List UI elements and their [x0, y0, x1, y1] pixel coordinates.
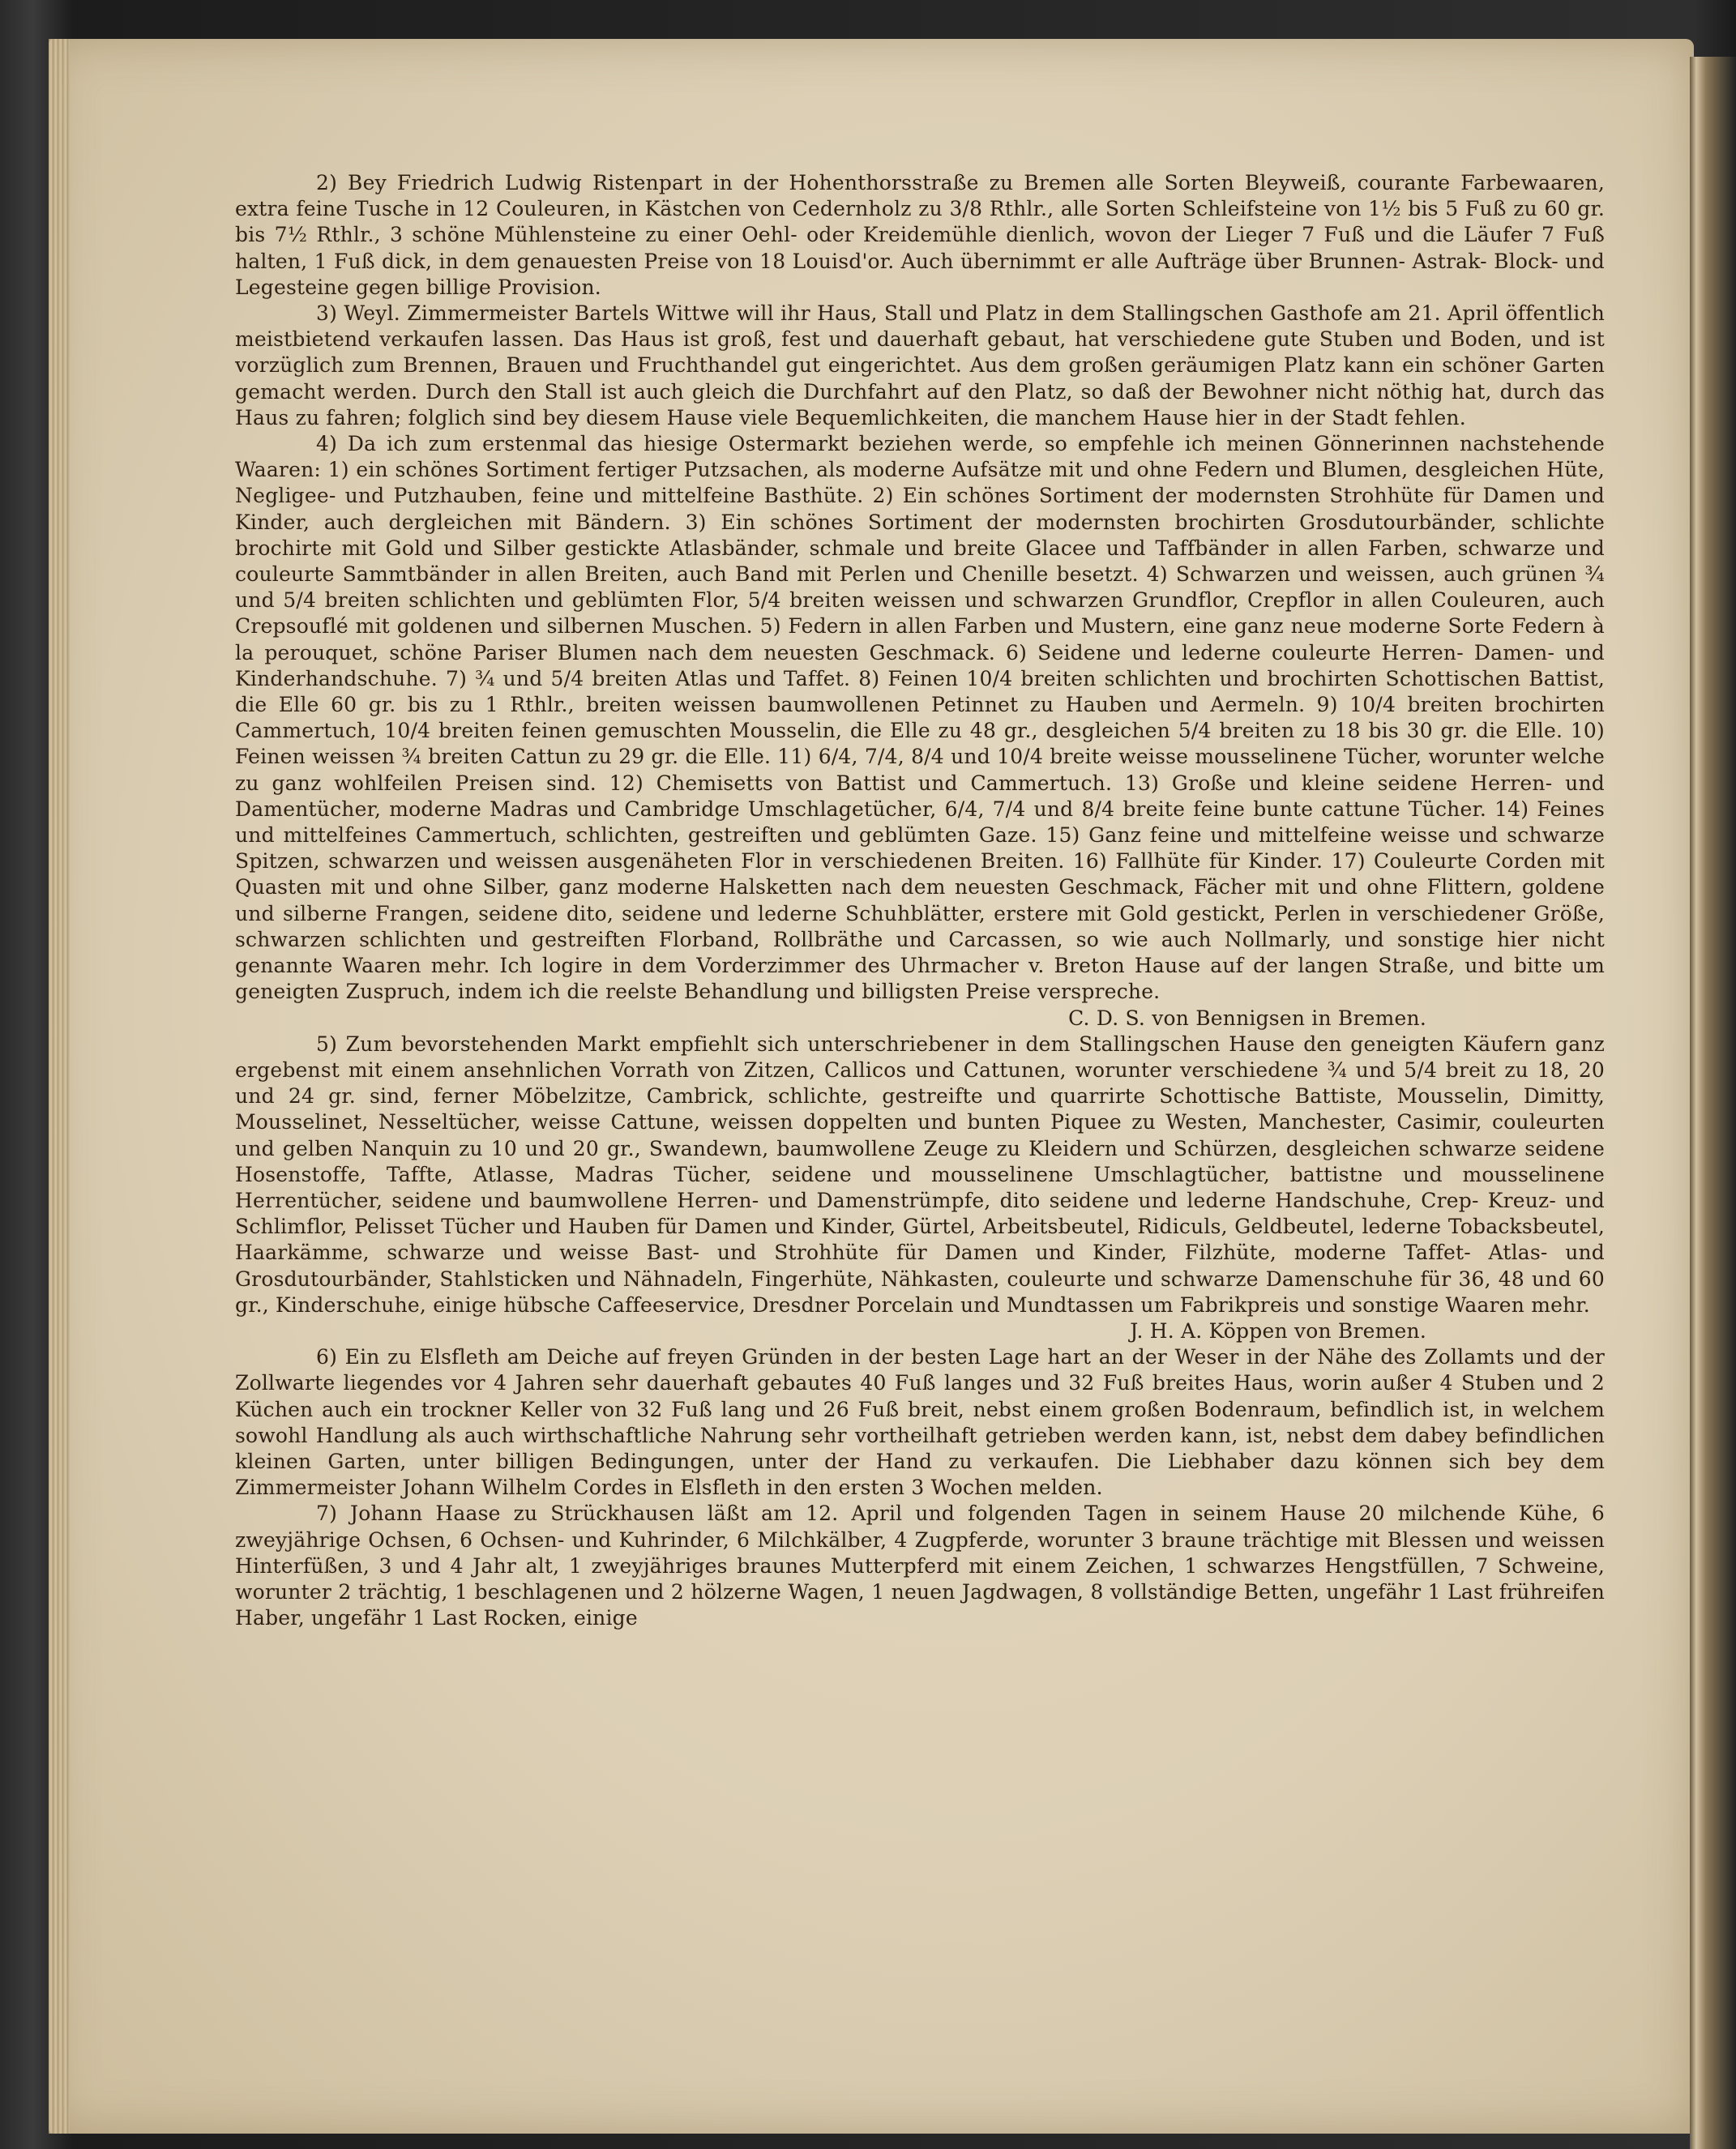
signature-bennigsen: C. D. S. von Bennigsen in Bremen. — [1068, 1006, 1426, 1030]
announcement-4: 4) Da ich zum erstenmal das hiesige Ostermarkt beziehen werde, so empfehle ich meinen Gönnerinnen nachstehende Waaren: 1) ein schönes Sortiment fertiger Putzsachen, als moderne Aufsätze mit und ohne Federn und Blumen, desgleichen Hüte, Negligee- und Putzhauben, feine und mittelfeine Basthüte. 2) Ein schönes Sortiment der modernsten Strohhüte für Damen und Kinder, auch dergleichen mit Bändern. 3) Ein schönes Sortiment der modernsten brochirten Grosdutourbänder, schlichte brochirte mit Gold und Silber gestickte Atlasbänder, schmale und breite Glacee und Taffbänder in allen Farben, schwarze und couleurte Sammtbänder in allen Breiten, auch Band mit Perlen und Chenille besetzt. 4) Schwarzen und weissen, auch grünen ¾ und 5/4 breiten schlichten und geblümten Flor, 5/4 breiten weissen und schwarzen Grundflor, Crepflor in allen Couleuren, auch Crepsouflé mit goldenen und silbernen Muschen. 5) Federn in allen Farben und Mustern, eine ganz neue moderne Sorte Federn à la perouquet, schöne Pariser Blumen nach dem neuesten Geschmack. 6) Seidene und lederne couleurte Herren- Damen- und Kinderhandschuhe. 7) ¾ und 5/4 breiten Atlas und Taffet. 8) Feinen 10/4 breiten schlichten und brochirten Schottischen Battist, die Elle 60 gr. bis zu 1 Rthlr., breiten weissen baumwollenen Petinnet zu Hauben und Aermeln. 9) 10/4 breiten brochirten Cammertuch, 10/4 breiten feinen gemuschten Mousselin, die Elle zu 48 gr., desgleichen 5/4 breiten zu 18 bis 30 gr. die Elle. 10) Feinen weissen ¾ breiten Cattun zu 29 gr. die Elle. 11) 6/4, 7/4, 8/4 und 10/4 breite weisse mousselinene Tücher, worunter welche zu ganz wohlfeilen Preisen sind. 12) Chemisetts von Battist und Cammertuch. 13) Große und kleine seidene Herren- und Damentücher, moderne Madras und Cambridge Umschlagetücher, 6/4, 7/4 und 8/4 breite feine bunte cattune Tücher. 14) Feines und mittelfeines Cammertuch, schlichten, gestreiften und geblümten Gaze. 15) Ganz feine und mittelfeine weisse und schwarze Spitzen, schwarzen und weissen ausgenäheten Flor in verschiedenen Breiten. 16) Fallhüte für Kinder. 17) Couleurte Corden mit Quasten mit und ohne Silber, ganz moderne Halsketten nach dem neuesten Geschmack, Fächer mit und ohne Flittern, goldene und silberne Frangen, seidene dito, seidene und lederne Schuhblätter, erstere mit Gold gestickt, Perlen in verschiedener Größe, schwarzen schlichten und gestreiften Florband, Rollbräthe und Carcassen, so wie auch Nollmarly, und sonstige hier nicht genannte Waaren mehr. Ich logire in dem Vorderzimmer des Uhrmacher v. Breton Hause auf der langen Straße, und bitte um geneigten Zuspruch, indem ich die reelste Behandlung und billigsten Preise verspreche. — [235, 432, 1605, 1004]
announcement-7: 7) Johann Haase zu Strückhausen läßt am 12. April und folgenden Tagen in seinem Hause 20 milchende Kühe, 6 zweyjährige Ochsen, 6 Ochsen- und Kuhrinder, 6 Milchkälber, 4 Zugpferde, worunter 3 braune trächtige mit Blessen und weissen Hinterfüßen, 3 und 4 Jahr alt, 1 zweyjähriges braunes Mutterpferd mit einem Zeichen, 1 schwarzes Hengstfüllen, 7 Schweine, worunter 2 trächtig, 1 beschlagenen und 2 hölzerne Wagen, 1 neuen Jagdwagen, 8 vollständige Betten, ungefähr 1 Last frühreifen Haber, ungefähr 1 Last Rocken, einige — [235, 1502, 1605, 1630]
announcement-3: 3) Weyl. Zimmermeister Bartels Wittwe will ihr Haus, Stall und Platz in dem Stallingschen Gasthofe am 21. April öffentlich meistbietend verkaufen lassen. Das Haus ist groß, fest und dauerhaft gebaut, hat verschiedene gute Stuben und Boden, und ist vorzüglich zum Brennen, Brauen und Fruchthandel gut eingerichtet. Aus dem großen geräumigen Platz kann ein schöner Garten gemacht werden. Durch den Stall ist auch gleich die Durchfahrt auf den Platz, so daß der Bewohner nicht nöthig hat, durch das Haus zu fahren; folglich sind bey diesem Hause viele Bequemlichkeiten, die manchem Hause hier in der Stadt fehlen. — [235, 301, 1605, 429]
page-stack-edge — [49, 39, 70, 2134]
page-text — [235, 170, 1605, 1631]
announcement-6: 6) Ein zu Elsfleth am Deiche auf freyen Gründen in der besten Lage hart an der Weser in der Nähe des Zollamts und der Zollwarte liegendes vor 4 Jahren sehr dauerhaft gebautes 40 Fuß langes und 32 Fuß breites Haus, worin außer 4 Stuben und 2 Küchen auch ein trockner Keller von 32 Fuß lang und 26 Fuß breit, nebst einem großen Bodenraum, befindlich ist, in welchem sowohl Handlung als auch wirthschaftliche Nahrung sehr vortheilhaft getrieben werden kann, ist, nebst dem dabey befindlichen kleinen Garten, unter billigen Bedingungen, unter der Hand zu verkaufen. Die Liebhaber dazu können sich bey dem Zimmermeister Johann Wilhelm Cordes in Elsfleth in den ersten 3 Wochen melden. — [235, 1345, 1605, 1500]
announcement-2: 2) Bey Friedrich Ludwig Ristenpart in der Hohenthorsstraße zu Bremen alle Sorten Bleyweiß, courante Farbewaaren, extra feine Tusche in 12 Couleuren, in Kästchen von Cedernholz zu 3/8 Rthlr., alle Sorten Schleifsteine von 1½ bis 5 Fuß zu 60 gr. bis 7½ Rthlr., 3 schöne Mühlensteine zu einer Oehl- oder Kreidemühle dienlich, wovon der Lieger 7 Fuß und die Läufer 7 Fuß halten, 1 Fuß dick, in dem genauesten Preise von 18 Louisd'or. Auch übernimmt er alle Aufträge über Brunnen- Astrak- Block- und Legesteine gegen billige Provision. — [235, 171, 1605, 299]
announcement-5: 5) Zum bevorstehenden Markt empfiehlt sich unterschriebener in dem Stallingschen Hause den geneigten Käufern ganz ergebenst mit einem ansehnlichen Vorrath von Zitzen, Callicos und Cattunen, worunter verschiedene ¾ und 5/4 breit zu 18, 20 und 24 gr. sind, ferner Möbelzitze, Cambrick, schlichte, gestreifte und quarrirte Schottische Battiste, Mousselin, Dimitty, Mousselinet, Nesseltücher, weisse Cattune, weissen doppelten und bunten Piquee zu Westen, Manchester, Casimir, couleurten und gelben Nanquin zu 10 und 20 gr., Swandewn, baumwollene Zeuge zu Kleidern und Schürzen, desgleichen schwarze seidene Hosenstoffe, Taffte, Atlasse, Madras Tücher, seidene und mousselinene Umschlagtücher, battistne und mousselinene Herrentücher, seidene und baumwollene Herren- und Damenstrümpfe, dito seidene und lederne Handschuhe, Crep- Kreuz- und Schlimflor, Pelisset Tücher und Hauben für Damen und Kinder, Gürtel, Arbeitsbeutel, Ridiculs, Geldbeutel, lederne Tobacksbeutel, Haarkämme, schwarze und weisse Bast- und Strohhüte für Damen und Kinder, Filzhüte, moderne Taffet- Atlas- und Grosdutourbänder, Stahlsticken und Nähnadeln, Fingerhüte, Nähkasten, couleurte und schwarze Damenschuhe für 36, 48 und 60 gr., Kinderschuhe, einige hübsche Caffeeservice, Dresdner Porcelain und Mundtassen um Fabrikpreis und sonstige Waaren mehr. — [235, 1032, 1605, 1317]
facing-page-edge — [1690, 57, 1736, 2149]
signature-koeppen: J. H. A. Köppen von Bremen. — [1130, 1318, 1426, 1343]
